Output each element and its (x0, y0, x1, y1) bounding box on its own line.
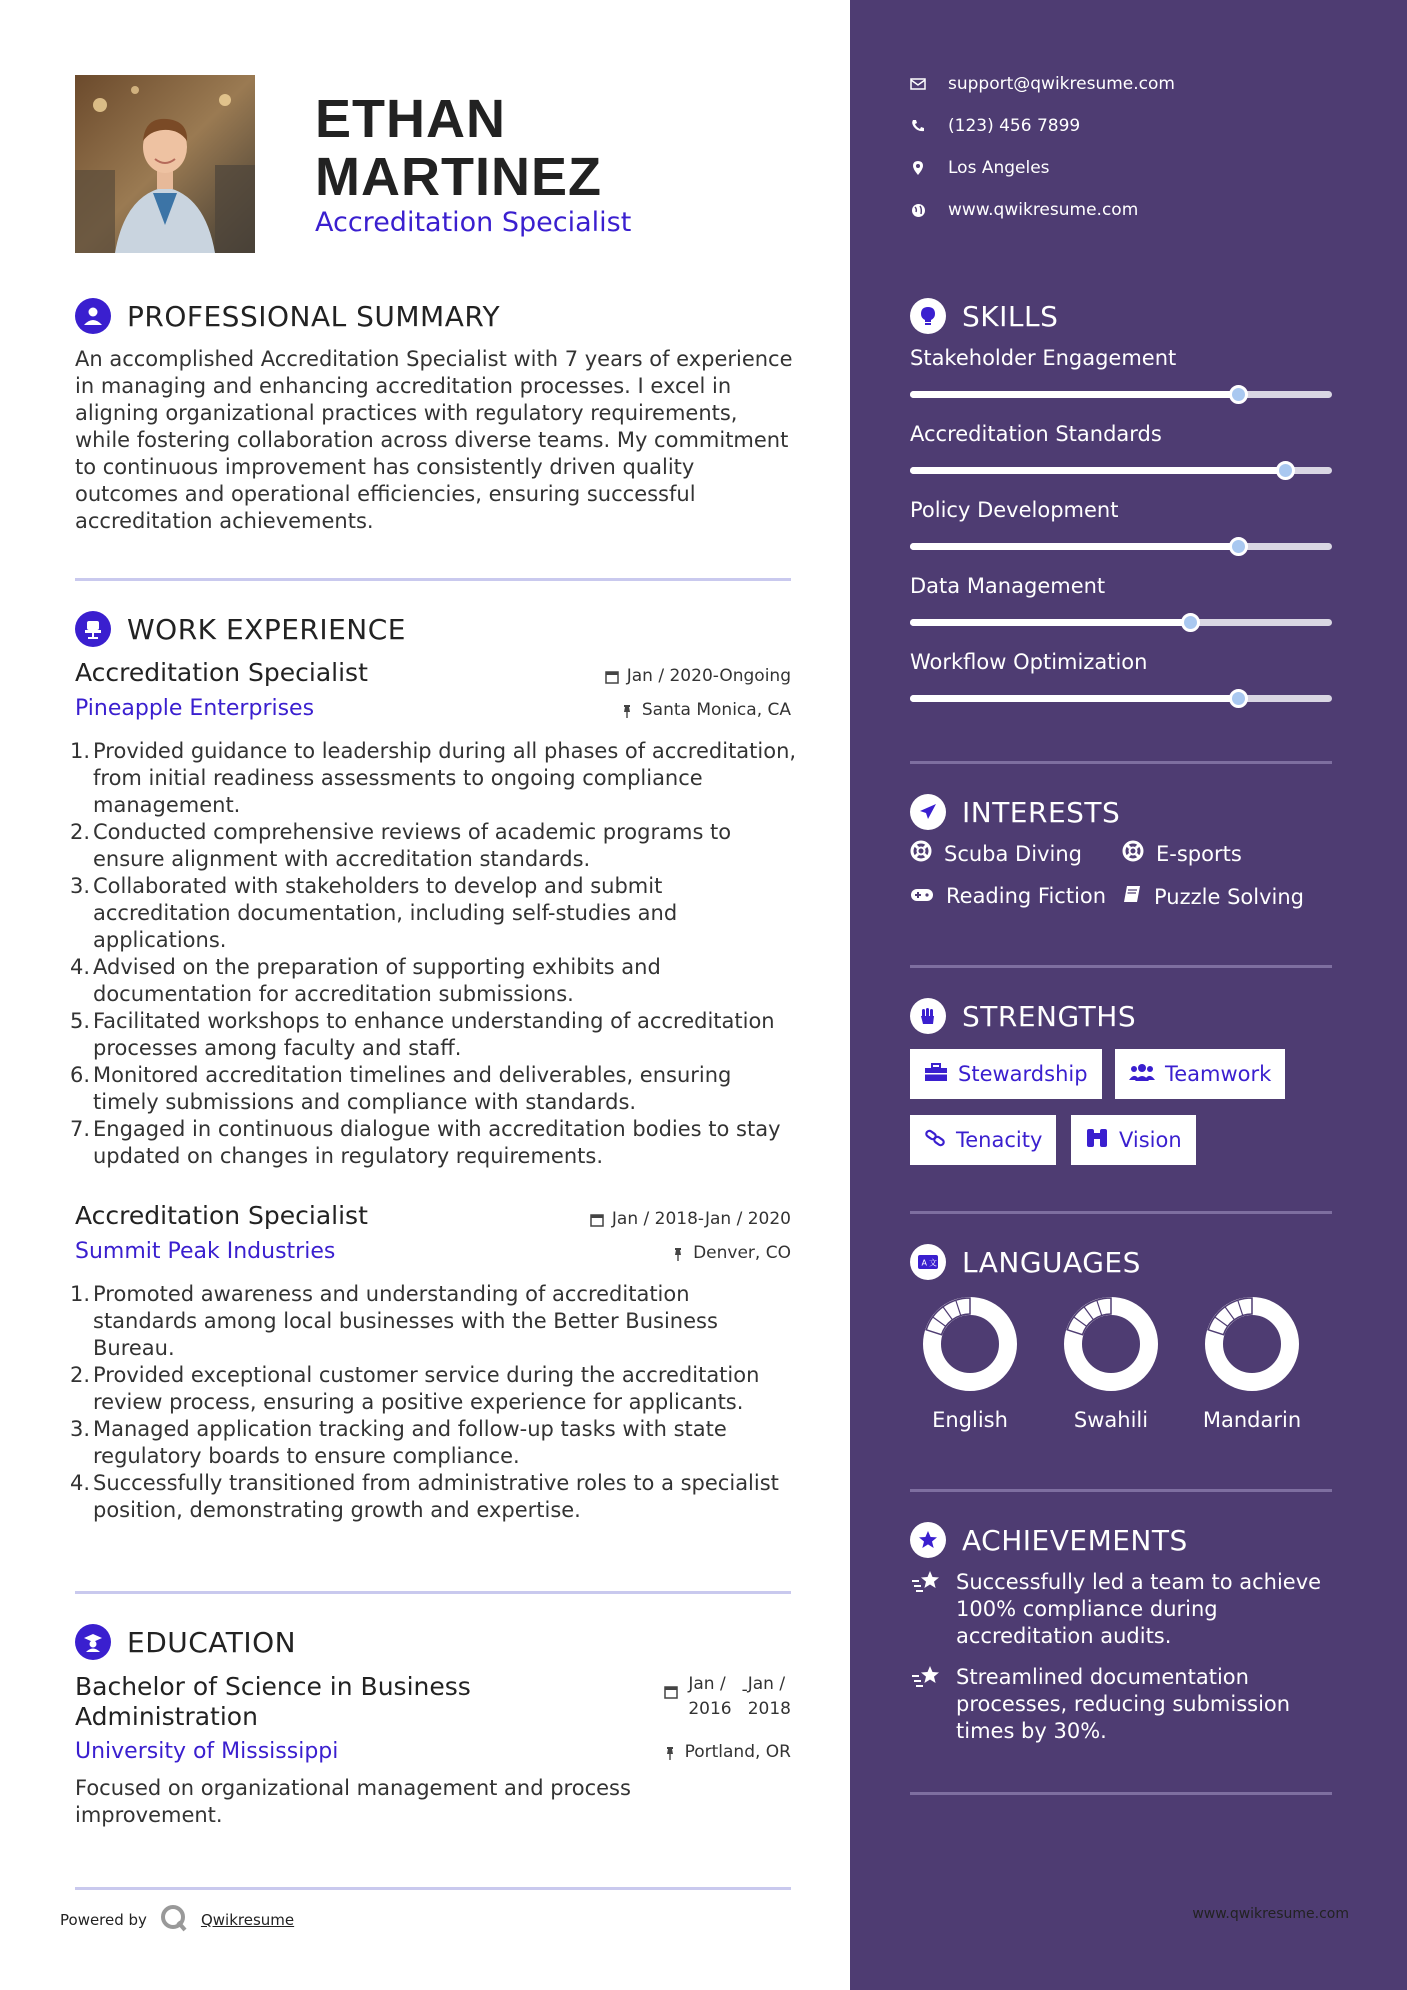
calendar-icon (590, 1212, 604, 1226)
achievement-item (910, 1569, 1340, 1650)
language-label: English (932, 1408, 1008, 1432)
language-item (1051, 1296, 1171, 1432)
language-item (1192, 1296, 1312, 1432)
footer-url[interactable]: www.qwikresume.com (1192, 1906, 1349, 1922)
interest-label: Puzzle Solving (1154, 884, 1304, 909)
job-1-location (620, 700, 791, 720)
job-2-bullets (70, 1281, 800, 1524)
language-ring-remaining (1208, 1298, 1252, 1335)
education-start: Jan / 2016 (688, 1674, 732, 1719)
language-icon (910, 1244, 946, 1280)
divider (75, 1887, 791, 1890)
candidate-name (315, 90, 602, 206)
education-location (663, 1742, 791, 1762)
skills-title: SKILLS (962, 299, 1059, 333)
experience-title: WORK EXPERIENCE (127, 612, 406, 646)
phone-icon (910, 118, 926, 134)
summary-title: PROFESSIONAL SUMMARY (127, 299, 501, 333)
skill-bar-knob (1229, 537, 1248, 556)
contact-location (910, 158, 1050, 178)
skill-bar-knob (1229, 689, 1248, 708)
job-2-dates (590, 1209, 791, 1229)
skill-label: Workflow Optimization (910, 650, 1148, 674)
skill-bar-knob (1276, 461, 1295, 480)
language-ring-remaining (1067, 1298, 1111, 1335)
divider (910, 1489, 1332, 1492)
interests-title: INTERESTS (962, 795, 1121, 829)
svg-text:A: A (921, 1258, 927, 1268)
list-item: 1. Provided guidance to leadership during all phases of accreditation, from initial readiness assessments to ongoing compliance management. (70, 739, 797, 817)
powered-by-label: Powered by (60, 1911, 147, 1929)
contact-phone (910, 116, 1080, 136)
job-2-title: Accreditation Specialist (75, 1201, 368, 1230)
job-2-dates-text: Jan / 2018-Jan / 2020 (611, 1209, 791, 1229)
degree-line1: Bachelor of Science in Business (75, 1672, 471, 1701)
qwikresume-logo-icon (159, 1903, 189, 1937)
language-ring-remaining (926, 1298, 970, 1335)
experience-heading (75, 611, 406, 647)
skills-heading (910, 298, 1058, 334)
calendar-icon (664, 1684, 678, 1698)
user-circle-icon (75, 298, 111, 334)
name-last: MARTINEZ (315, 147, 602, 207)
list-item: 4. Advised on the preparation of supporting exhibits and documentation for accreditation submissions. (70, 955, 661, 1006)
strength-label: Tenacity (956, 1128, 1043, 1152)
book-icon (1122, 884, 1142, 909)
profile-photo (75, 75, 255, 253)
divider (910, 965, 1332, 968)
shooting-star-icon (910, 1569, 942, 1650)
skill-bar-knob (1181, 613, 1200, 632)
globe-icon (910, 202, 926, 218)
strength-label: Stewardship (958, 1062, 1088, 1086)
strength-tag (910, 1049, 1102, 1099)
education-text: Focused on organizational management and process improvement. (75, 1776, 631, 1827)
name-first: ETHAN (315, 89, 506, 149)
list-item: 3. Managed application tracking and follow-up tasks with state regulatory boards to ensure compliance. (70, 1417, 727, 1468)
list-item: 6. Monitored accreditation timelines and deliverables, ensuring timely submissions and compliance with standards. (70, 1063, 732, 1114)
strength-label: Teamwork (1165, 1062, 1272, 1086)
strength-tag (1071, 1115, 1196, 1165)
contact-email (910, 74, 1175, 94)
skill-label: Stakeholder Engagement (910, 346, 1177, 370)
candidate-title: Accreditation Specialist (315, 207, 632, 238)
users-icon (1129, 1062, 1155, 1087)
map-pin-icon (910, 160, 926, 176)
achievement-text: Successfully led a team to achieve 100% compliance during accreditation audits. (956, 1570, 1322, 1648)
skill-bar (910, 467, 1332, 474)
skill-label: Accreditation Standards (910, 422, 1162, 446)
degree (75, 1672, 471, 1732)
strength-label: Vision (1119, 1128, 1182, 1152)
summary-heading (75, 298, 500, 334)
gamepad-icon (910, 884, 934, 908)
school: University of Mississippi (75, 1739, 339, 1764)
interest-item (1122, 840, 1242, 867)
divider (910, 761, 1332, 764)
contact-location-text: Los Angeles (948, 158, 1050, 178)
skill-bar (910, 391, 1332, 398)
languages-title: LANGUAGES (962, 1245, 1141, 1279)
achievement-item (910, 1664, 1340, 1745)
contact-website-text[interactable]: www.qwikresume.com (948, 200, 1139, 220)
job-2-location (671, 1243, 791, 1263)
language-ring (1063, 1296, 1159, 1392)
skill-bar-fill (910, 467, 1286, 474)
skill-bar-fill (910, 695, 1239, 702)
skill-bar-fill (910, 391, 1239, 398)
list-item: 2. Provided exceptional customer service during the accreditation review process, ensuring a positive experience for applicants. (70, 1363, 760, 1414)
life-ring-icon (1122, 840, 1144, 867)
job-1-company: Pineapple Enterprises (75, 696, 315, 721)
briefcase-chair-icon (75, 611, 111, 647)
link-icon (924, 1128, 946, 1153)
skill-bar-fill (910, 543, 1239, 550)
language-label: Mandarin (1202, 1408, 1302, 1432)
divider (910, 1211, 1332, 1214)
fist-icon (910, 998, 946, 1034)
job-1-dates (605, 666, 791, 686)
list-item: 2. Conducted comprehensive reviews of academic programs to ensure alignment with accreditation standards. (70, 820, 732, 871)
sidebar (850, 0, 1407, 1990)
list-item: 4. Successfully transitioned from administrative roles to a specialist position, demonstrating growth and expertise. (70, 1471, 779, 1522)
powered-by (60, 1903, 294, 1937)
interests-heading (910, 794, 1120, 830)
pushpin-icon (671, 1246, 685, 1260)
graduate-icon (75, 1624, 111, 1660)
job-2-location-text: Denver, CO (693, 1243, 791, 1263)
briefcase-icon (924, 1062, 948, 1087)
contact-phone-text: (123) 456 7899 (948, 116, 1081, 136)
list-item: 7. Engaged in continuous dialogue with accreditation bodies to stay updated on changes in regulatory requirements. (70, 1117, 781, 1168)
star-badge-icon (910, 1522, 946, 1558)
skill-bar-knob (1229, 385, 1248, 404)
language-item (910, 1296, 1030, 1432)
divider (910, 1792, 1332, 1795)
list-item: 3. Collaborated with stakeholders to develop and submit accreditation documentation, including self-studies and applications. (70, 874, 678, 952)
job-1-bullets (70, 738, 800, 1170)
skill-bar (910, 619, 1332, 626)
achievements-heading (910, 1522, 1188, 1558)
skill-label: Data Management (910, 574, 1106, 598)
achievement-text: Streamlined documentation processes, reducing submission times by 30%. (956, 1665, 1291, 1743)
skill-bar-fill (910, 619, 1191, 626)
interest-item (1122, 884, 1304, 909)
strength-tag (1115, 1049, 1285, 1099)
education-dates (664, 1672, 791, 1722)
strength-tag (910, 1115, 1056, 1165)
shooting-star-icon (910, 1664, 942, 1745)
summary-text: An accomplished Accreditation Specialist with 7 years of experience in managing and enhancing accreditation processes. I excel in aligning organizational practices with regulatory requirements, while fostering collaboration across diverse teams. My commitment to continuous improvement has consistently driven quality outcomes and operational efficiencies, ensuring successful accreditation achievements. (75, 347, 793, 533)
contact-email-text[interactable]: support@qwikresume.com (948, 74, 1175, 94)
calendar-icon (605, 669, 619, 683)
language-ring (922, 1296, 1018, 1392)
skill-label: Policy Development (910, 498, 1119, 522)
interest-label: E-sports (1156, 841, 1242, 866)
strengths-heading (910, 998, 1136, 1034)
envelope-icon (910, 76, 926, 92)
achievements-title: ACHIEVEMENTS (962, 1523, 1188, 1557)
list-item: 5. Facilitated workshops to enhance understanding of accreditation processes among faculty and staff. (70, 1009, 775, 1060)
pushpin-icon (620, 703, 634, 717)
job-1-location-text: Santa Monica, CA (641, 700, 791, 720)
job-1-title: Accreditation Specialist (75, 658, 368, 687)
contact-website (910, 200, 1138, 220)
interest-label: Reading Fiction (946, 884, 1107, 908)
interest-item (910, 840, 1082, 867)
svg-text:文: 文 (929, 1258, 937, 1268)
interest-item (910, 884, 1106, 908)
binoculars-icon (1085, 1127, 1109, 1154)
divider (75, 578, 791, 581)
divider (75, 1591, 791, 1594)
education-date-dash: - (741, 1680, 748, 1700)
education-location-text: Portland, OR (684, 1742, 791, 1762)
education-heading (75, 1624, 296, 1660)
language-label: Swahili (1073, 1408, 1149, 1432)
skill-bar (910, 695, 1332, 702)
degree-line2: Administration (75, 1702, 258, 1731)
interest-label: Scuba Diving (944, 841, 1082, 866)
language-ring (1204, 1296, 1300, 1392)
lightbulb-icon (910, 298, 946, 334)
languages-heading (910, 1244, 1141, 1280)
strengths-title: STRENGTHS (962, 999, 1137, 1033)
qwikresume-link[interactable]: Qwikresume (200, 1911, 295, 1929)
education-end: Jan / 2018 (747, 1674, 791, 1719)
job-1-dates-text: Jan / 2020-Ongoing (626, 666, 791, 686)
education-title: EDUCATION (127, 1625, 297, 1659)
pushpin-icon (663, 1745, 677, 1759)
life-ring-icon (910, 840, 932, 867)
job-2-company: Summit Peak Industries (75, 1239, 336, 1264)
paper-plane-icon (910, 794, 946, 830)
skill-bar (910, 543, 1332, 550)
list-item: 1. Promoted awareness and understanding of accreditation standards among local businesses with the Better Business Bureau. (70, 1282, 718, 1360)
